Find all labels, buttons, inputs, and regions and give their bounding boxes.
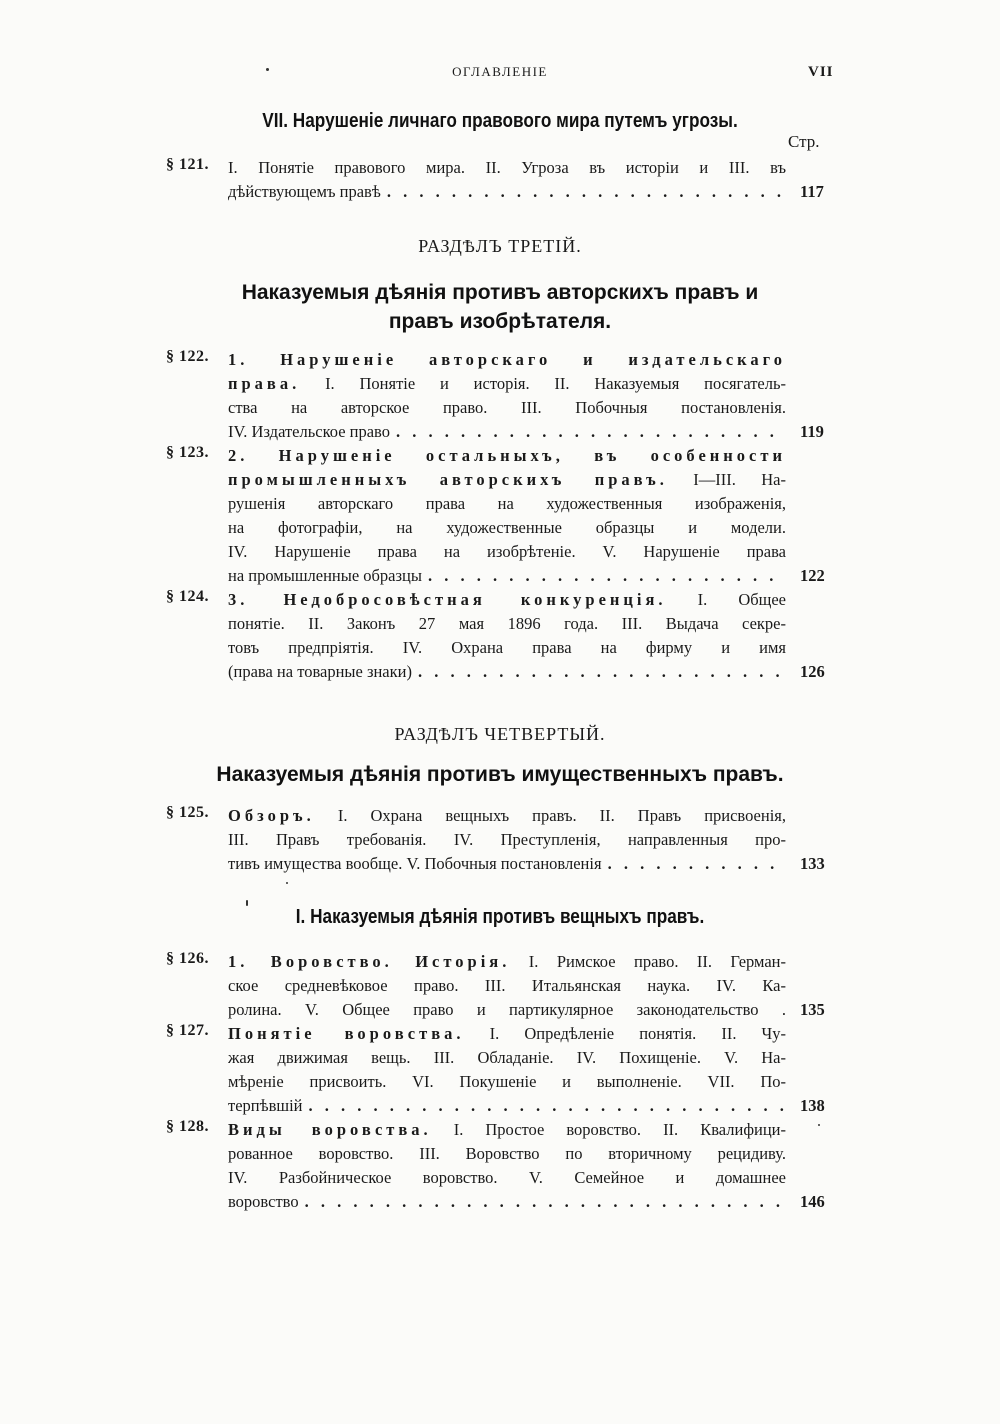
page-ref: 126 <box>800 662 825 681</box>
entry-spaced-title: Обзоръ. <box>228 806 315 825</box>
razdel-4-title: Наказуемыя дѣянія противъ имущественныхъ правъ. <box>216 763 784 786</box>
entry-number: § 121. <box>166 156 209 173</box>
entry-number: § 127. <box>166 1022 209 1039</box>
dot-leader <box>381 180 786 204</box>
entry-line-last <box>228 852 786 876</box>
entry-spaced-title: Виды воровства. <box>228 1120 432 1139</box>
entry-line <box>228 950 786 974</box>
entry-line: рушенія авторскаго права на художественныя изображенія, <box>228 494 786 513</box>
entry-line <box>228 468 786 492</box>
razdel-3-title-1: Наказуемыя дѣянія противъ авторскихъ правъ и <box>241 281 759 304</box>
entry-line: ства на авторское право. III. Побочныя постановленія. <box>228 398 786 417</box>
page-ref: 135 <box>800 1000 825 1019</box>
dot-leader <box>422 564 786 588</box>
entry-line-last <box>228 1190 786 1214</box>
entry-text: I. Понятіе и исторія. II. Наказуемыя посягатель- <box>325 374 786 393</box>
entry-text: I. Общее <box>697 590 786 609</box>
entry-line: дѣйствующемъ правѣ <box>228 182 381 201</box>
entry-line <box>228 1118 786 1142</box>
dot-leader <box>412 660 786 684</box>
entry-number: § 123. <box>166 444 209 461</box>
entry-spaced-title: промышленныхъ авторскихъ правъ. <box>228 470 668 489</box>
dot-leader <box>390 420 786 444</box>
entry-line: (права на товарные знаки) <box>228 662 412 681</box>
entry-text: I. Римское право. II. Герман- <box>528 952 786 971</box>
entry-line: на промышленные образцы <box>228 566 422 585</box>
entry-line: мѣреніе присвоить. VI. Покушеніе и выполненіе. VII. По- <box>228 1072 786 1091</box>
entry-line: ское средневѣковое право. III. Итальянская наука. IV. Ка- <box>228 976 786 995</box>
entry-line: товъ предпріятія. IV. Охрана права на фирму и имя <box>228 638 786 657</box>
entry-line-last <box>228 420 786 444</box>
stray-mark <box>246 900 248 906</box>
entry-spaced-title: 3. Недобросовѣстная конкуренція. <box>228 590 667 609</box>
str-label: Стр. <box>788 132 820 151</box>
running-head <box>0 64 1000 84</box>
section-i-heading: I. Наказуемыя дѣянія противъ вещныхъ правъ. <box>295 906 705 928</box>
entry-line: IV. Издательское право <box>228 422 390 441</box>
entry-line-last <box>228 564 786 588</box>
section-vii-heading: VII. Нарушеніе личнаго правового мира путемъ угрозы. <box>262 110 738 132</box>
entry-line: терпѣвшій <box>228 1096 303 1115</box>
entry-number: § 124. <box>166 588 209 605</box>
entry-spaced-title: 1. Воровство. Исторія. <box>228 952 511 971</box>
dot-leader <box>302 1094 786 1118</box>
entry-spaced-title: 2. Нарушеніе остальныхъ, въ особенности <box>228 446 786 465</box>
page-ref: 119 <box>800 422 824 441</box>
entry-line: воровство <box>228 1192 299 1211</box>
entry-line-last <box>228 1094 786 1118</box>
entry-line: IV. Разбойническое воровство. V. Семейное и домашнее <box>228 1168 786 1187</box>
entry-line: жая движимая вещь. III. Обладаніе. IV. Похищеніе. V. На- <box>228 1048 786 1067</box>
entry-line: III. Правъ требованія. IV. Преступленія, направленныя про- <box>228 830 786 849</box>
entry-line: понятіе. II. Законъ 27 мая 1896 года. III. Выдача секре- <box>228 614 786 633</box>
entry-number: § 122. <box>166 348 209 365</box>
entry-spaced-title: права. <box>228 374 301 393</box>
running-title: ОГЛАВЛЕНІЕ <box>452 64 548 79</box>
page-ref: 133 <box>800 854 825 873</box>
page-ref: 117 <box>800 182 824 201</box>
entry-text: I—III. На- <box>693 470 786 489</box>
entry-line: IV. Нарушеніе права на изобрѣтеніе. V. Нарушеніе права <box>228 542 786 561</box>
dot-leader <box>602 852 786 876</box>
stray-mark <box>286 882 288 884</box>
entry-spaced-title: 1. Нарушеніе авторскаго и издательскаго <box>228 350 786 369</box>
entry-line <box>228 804 786 828</box>
stray-mark <box>818 1124 820 1126</box>
entry-line: рованное воровство. III. Воровство по вторичному рецидиву. <box>228 1144 786 1163</box>
entry-text: I. Охрана вещныхъ правъ. II. Правъ присвоенія, <box>337 806 786 825</box>
page-ref: 122 <box>800 566 825 585</box>
entry-line <box>228 588 786 612</box>
entry-line <box>228 1022 786 1046</box>
entry-line <box>228 348 786 372</box>
entry-text: I. Опредѣленіе понятія. II. Чу- <box>489 1024 786 1043</box>
entry-line: на фотографіи, на художественные образцы и модели. <box>228 518 786 537</box>
entry-spaced-title: Понятіе воровства. <box>228 1024 465 1043</box>
entry-line-last <box>228 660 786 684</box>
entry-line: I. Понятіе правового мира. II. Угроза въ исторіи и III. въ <box>228 158 786 177</box>
entry-line: тивъ имущества вообще. V. Побочныя постановленія <box>228 854 602 873</box>
entry-number: § 126. <box>166 950 209 967</box>
page-ref: 146 <box>800 1192 825 1211</box>
page-number: VII <box>808 64 834 80</box>
entry-number: § 125. <box>166 804 209 821</box>
page-ref: 138 <box>800 1096 825 1115</box>
entry-line-last <box>228 180 786 204</box>
entry-line: ролина. V. Общее право и партикулярное законодательство . <box>228 1000 786 1019</box>
razdel-4-label: РАЗДѢЛЪ ЧЕТВЕРТЫЙ. <box>394 724 606 744</box>
entry-line <box>228 372 786 396</box>
razdel-3-label: РАЗДѢЛЪ ТРЕТІЙ. <box>418 236 582 256</box>
entry-text: I. Простое воровство. II. Квалифици- <box>453 1120 786 1139</box>
dot-leader <box>299 1190 786 1214</box>
entry-line <box>228 444 786 468</box>
entry-number: § 128. <box>166 1118 209 1135</box>
razdel-3-title-2: правъ изобрѣтателя. <box>388 310 612 333</box>
